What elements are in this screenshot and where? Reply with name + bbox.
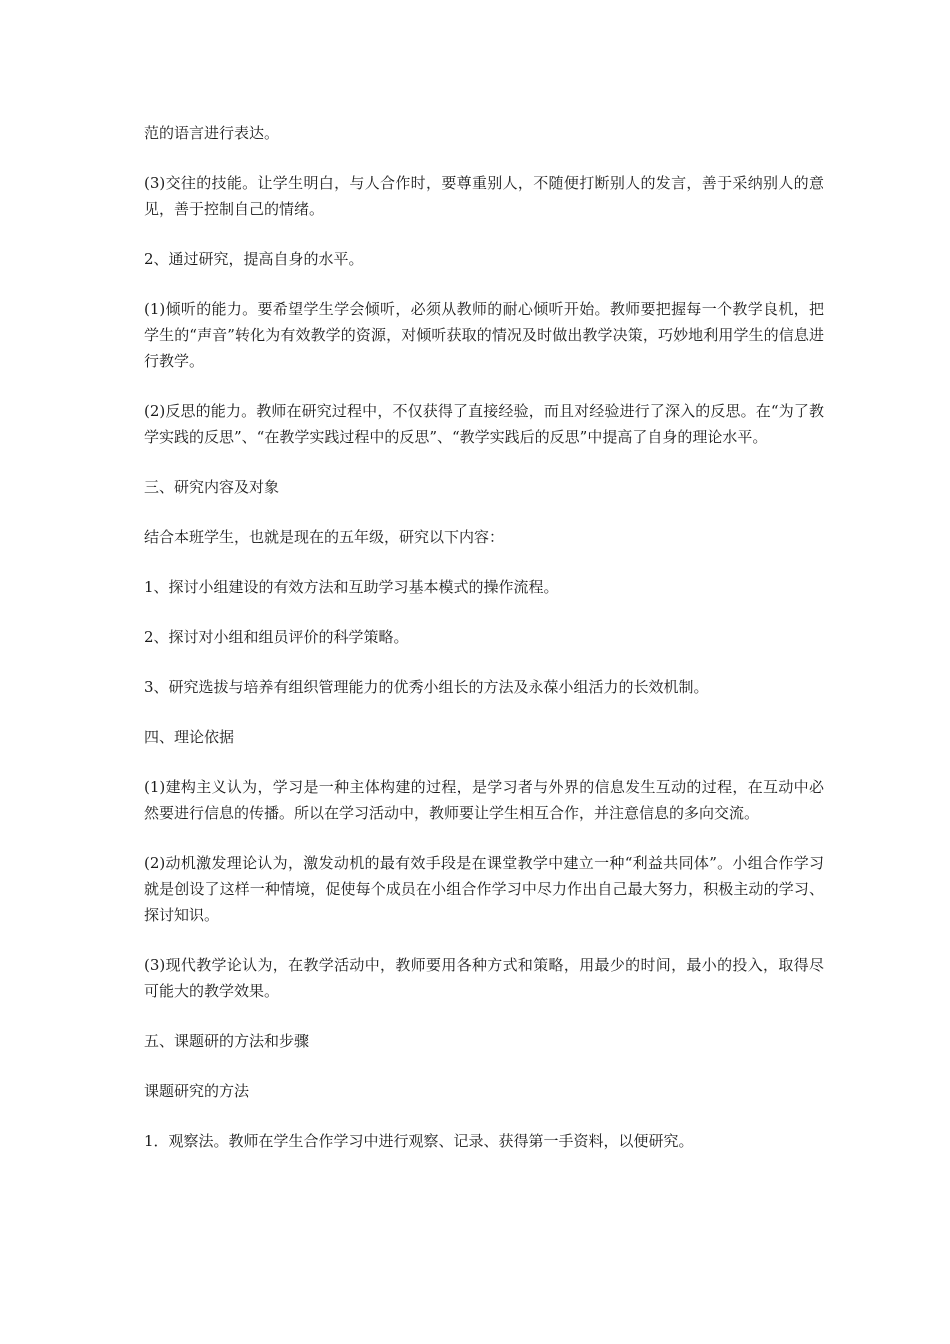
- paragraph-continuation: 范的语言进行表达。: [144, 124, 280, 142]
- paragraph-modern-teaching: (3)现代教学论认为，在教学活动中，教师要用各种方式和策略，用最少的时间，最小的投入，取得尽可能大的教学效果。: [144, 956, 824, 1000]
- paragraph-heading-improve-self: 2、通过研究，提高自身的水平。: [144, 250, 364, 268]
- list-item-3: 3、研究选拔与培养有组织管理能力的优秀小组长的方法及永葆小组活力的长效机制。: [144, 678, 709, 696]
- paragraph-constructivism: (1)建构主义认为，学习是一种主体构建的过程，是学习者与外界的信息发生互动的过程，在互动中必然要进行信息的传播。所以在学习活动中，教师要让学生相互合作，并注意信息的多向交流。: [144, 778, 824, 822]
- paragraph-observation-method: 1．观察法。教师在学生合作学习中进行观察、记录、获得第一手资料，以便研究。: [144, 1132, 694, 1150]
- subheading-research-methods: 课题研究的方法: [144, 1082, 250, 1100]
- document-body: [144, 120, 824, 1178]
- section-heading-methods-steps: 五、课题研的方法和步骤: [144, 1032, 310, 1050]
- paragraph-communication-skills: (3)交往的技能。让学生明白，与人合作时，要尊重别人，不随便打断别人的发言，善于采纳别人的意见，善于控制自己的情绪。: [144, 174, 824, 218]
- paragraph-motivation-theory: (2)动机激发理论认为，激发动机的最有效手段是在课堂教学中建立一种“利益共同体”。小组合作学习就是创设了这样一种情境，促使每个成员在小组合作学习中尽力作出自己最大努力，积极主动的学习、探讨知识。: [144, 854, 824, 924]
- section-heading-research-content: 三、研究内容及对象: [144, 478, 280, 496]
- list-item-1: 1、探讨小组建设的有效方法和互助学习基本模式的操作流程。: [144, 578, 559, 596]
- list-item-2: 2、探讨对小组和组员评价的科学策略。: [144, 628, 409, 646]
- paragraph-research-intro: 结合本班学生，也就是现在的五年级，研究以下内容：: [144, 528, 505, 546]
- paragraph-listening-ability: (1)倾听的能力。要希望学生学会倾听，必须从教师的耐心倾听开始。教师要把握每一个教学良机，把学生的“声音”转化为有效教学的资源，对倾听获取的情况及时做出教学决策，巧妙地利用学生的信息进行教学。: [144, 300, 824, 370]
- paragraph-reflection-ability: (2)反思的能力。教师在研究过程中，不仅获得了直接经验，而且对经验进行了深入的反思。在“为了教学实践的反思”、“在教学实践过程中的反思”、“教学实践后的反思”中提高了自身的理论水平。: [144, 402, 824, 446]
- section-heading-theory: 四、理论依据: [144, 728, 235, 746]
